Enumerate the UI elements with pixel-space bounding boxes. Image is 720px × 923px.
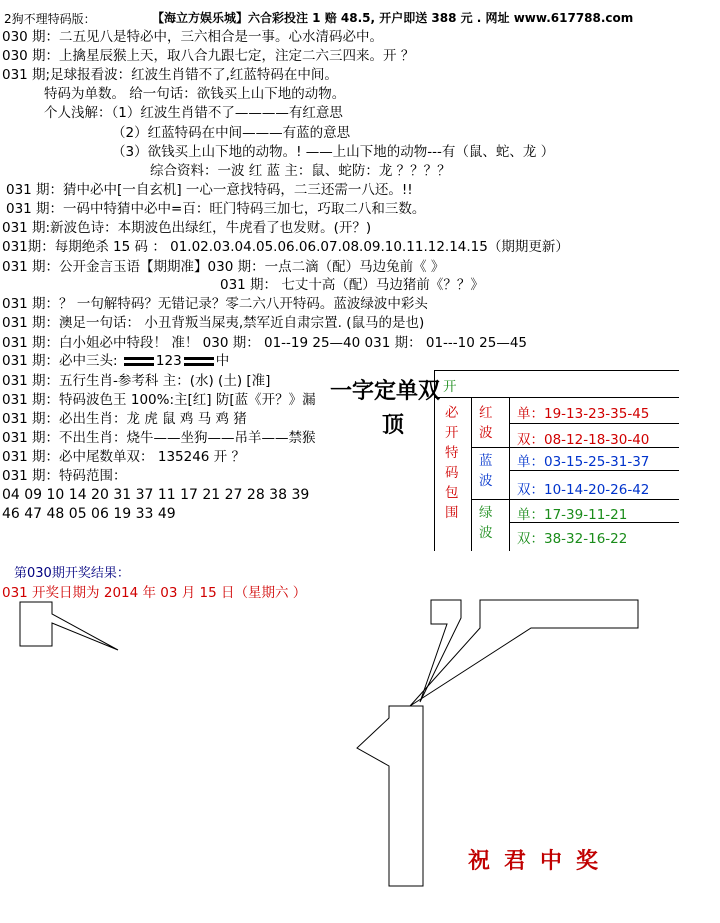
divider [509,522,679,523]
callout-shape [20,602,118,650]
text-line: 综合资料：一波 红 蓝 主：鼠、蛇防：龙 ？？？？ [150,163,451,179]
result-title: 第030期开奖结果： [14,566,130,581]
text-line: （2）红蓝特码在中间———有蓝的意思 [112,125,351,141]
text-line: 031 期：白小姐必中特段！ 准！ 030 期： 01--19 25—40 031 期： 01---10 25—45 [2,335,527,351]
text-line: 031 期：澳足一句话： 小丑背叛当屎夷,禁军近自肃宗置. (鼠马的是也) [2,315,425,331]
wave-name: 绿波 [479,505,493,541]
text-line: 46 47 48 05 06 19 33 49 [2,506,176,522]
three-heads-line [2,352,229,371]
blessing-text: 祝君中奖 [468,849,613,874]
table-kai: 开 [443,379,457,395]
text-line: 031 期：一码中特猜中必中=百：旺门特码三加七，巧取二八和三数。 [6,201,426,217]
text-line: （3）欲钱买上山下地的动物。! ——上山下地的动物---有（鼠、蛇、龙 ） [112,144,555,160]
text-line: 031 期;足球报看波：红波生肖错不了,红蓝特码在中间。 [2,67,338,83]
divider [471,397,472,551]
equal-bar-icon [184,357,214,366]
text-line: 031 期：五行生肖-参考科 主：(水) (土) [准] [2,373,271,389]
wave-shuang: 双：08-12-18-30-40 [517,432,650,448]
text-line: 031 期：必出生肖：龙 虎 鼠 鸡 马 鸡 猪 [2,411,247,427]
header-banner: 【海立方娱乐城】六合彩投注 1 赔 48.5, 开户即送 388 元 . 网址 www.617788.com [152,11,634,25]
text-line: 031 期：猜中必中[一自玄机] 一心一意找特码，二三还需一八还。!! [6,182,413,198]
text-line: 031 期：必中尾数单双： 135246 开 ？ [2,449,245,465]
header-left: 2狗不理特码版： [4,12,96,26]
text-line: 031 期：不出生肖：烧牛——坐狗——吊羊——禁猴 [2,430,316,446]
wave-table [434,370,679,551]
wave-name: 蓝波 [479,453,493,489]
text-line: 特码为单数。 给一句话：欲钱买上山下地的动物。 [44,86,346,102]
divider [471,499,679,500]
wave-name: 红波 [479,405,493,441]
wave-shuang: 双：10-14-20-26-42 [517,482,650,498]
vertical-title: 一字定单双 [330,379,441,404]
divider [471,447,679,448]
equal-bar-icon [124,357,154,366]
text-line: 031 期：特码范围： [2,468,127,484]
result-date: 031 开奖日期为 2014 年 03 月 15 日（星期六 ） [2,585,307,601]
text-line: 04 09 10 14 20 31 37 11 17 21 27 28 38 39 [2,487,310,503]
text-line: 031期：每期绝杀 15 码 ： 01.02.03.04.05.06.06.07.08.09.10.11.12.14.15（期期更新） [2,239,569,255]
three-heads-number: 123 [155,353,182,369]
text-line: 个人浅解：（1）红波生肖错不了————有红意思 [44,105,343,121]
divider [509,397,510,551]
wave-dan: 单：19-13-23-35-45 [517,406,650,422]
text-line: 030 期：上擒星辰猴上天，取八合九跟七定，注定二六三四来。开 ？ [2,48,415,64]
table-label: 必开特码包围 [445,405,459,521]
wave-shuang: 双：38-32-16-22 [517,531,628,547]
text-line: 031 期： 七丈十高（配）马边猪前《？？》 [220,277,484,293]
three-heads-tail: 中 [215,353,230,369]
text-line: 031 期：公开金言玉语【期期准】030 期：一点二滴（配）马边兔前《 》 [2,259,445,275]
text-line: 030 期：二五见八是特必中，三六相合是一事。心水清码必中。 [2,29,384,45]
text-line: 031 期：特码波色王 100%:主[红] 防[蓝《开？》漏 [2,392,316,408]
text-line: 031 期：必中三头: [2,353,118,369]
divider [509,423,679,424]
divider [509,470,679,471]
vertical-title-2: 顶 [382,413,405,438]
text-line: 031 期:新波色诗：本期波色出绿红，牛虎看了也发财。(开？) [2,220,372,236]
wave-dan: 单：17-39-11-21 [517,507,628,523]
column-shape [357,706,423,886]
text-line: 031 期：？ 一句解特码？无错记录？零二六八开特码。蓝波绿波中彩头 [2,296,428,312]
wave-dan: 单：03-15-25-31-37 [517,454,650,470]
